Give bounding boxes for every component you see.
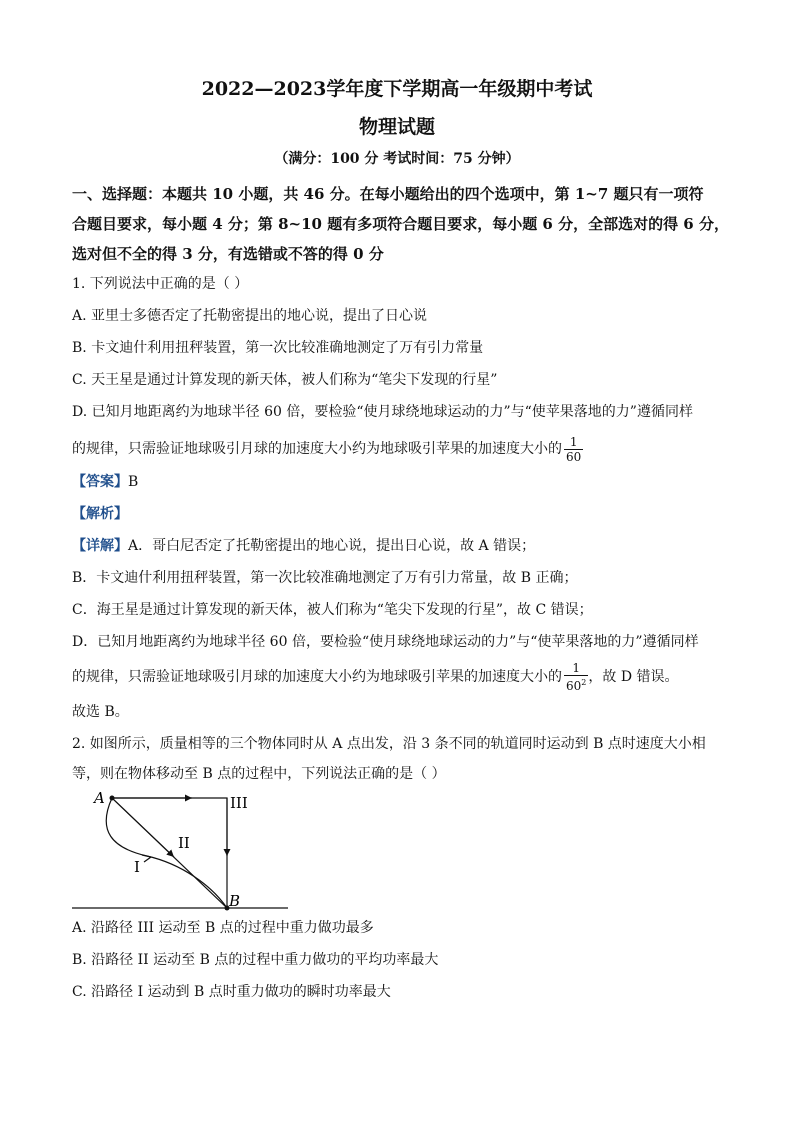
label-b: B bbox=[229, 892, 241, 910]
section-intro-line-2: 合题目要求，每小题 4 分；第 8~10 题有多项符合题目要求，每小题 6 分，全部选对的得 6 分， bbox=[72, 215, 729, 233]
q1-detail-c: C．海王星是通过计算发现的新天体，被人们称为“笔尖下发现的行星”，故 C 错误； bbox=[72, 602, 593, 618]
detail-d-tail: ，故 D 错误。 bbox=[588, 669, 679, 685]
q1-detail-a bbox=[72, 536, 732, 556]
label-a: A bbox=[94, 789, 105, 807]
q2-stem-line-1: 2. 如图所示，质量相等的三个物体同时从 A 点出发，沿 3 条不同的轨道同时运动到 B 点时速度大小相 bbox=[72, 736, 706, 752]
q2-option-c: C. 沿路径 I 运动到 B 点时重力做功的瞬时功率最大 bbox=[72, 984, 391, 1000]
answer-tag: 【答案】 bbox=[72, 474, 128, 490]
path-i bbox=[106, 798, 227, 908]
label-ii: II bbox=[178, 834, 190, 852]
analysis-tag: 【解析】 bbox=[72, 506, 128, 522]
q1-option-d-line-2 bbox=[72, 432, 732, 466]
q1-detail-d-line-2 bbox=[72, 660, 732, 694]
detail-a-text: A．哥白尼否定了托勒密提出的地心说，提出日心说，故 A 错误； bbox=[128, 538, 536, 554]
q1-answer bbox=[72, 472, 732, 492]
point-a-dot bbox=[110, 796, 115, 801]
q1-option-c: C. 天王星是通过计算发现的新天体，被人们称为“笔尖下发现的行星” bbox=[72, 372, 498, 388]
q1-option-b: B. 卡文迪什利用扭秤装置，第一次比较准确地测定了万有引力常量 bbox=[72, 340, 484, 356]
detail-tag: 【详解】 bbox=[72, 538, 128, 554]
q1-detail-d-line-1: D．已知月地距离约为地球半径 60 倍，要检验“使月球绕地球运动的力”与“使苹果落地的力”遵循同样 bbox=[72, 634, 699, 650]
fraction-base: 60 bbox=[566, 679, 582, 693]
fraction-numerator: 1 bbox=[564, 661, 588, 676]
exam-meta: （满分：100 分 考试时间：75 分钟） bbox=[274, 151, 520, 167]
fraction-exponent: 2 bbox=[581, 678, 587, 687]
q1-option-d-line-1: D. 已知月地距离约为地球半径 60 倍，要检验“使月球绕地球运动的力”与“使苹果落地的力”遵循同样 bbox=[72, 404, 693, 420]
q2-option-b: B. 沿路径 II 运动至 B 点的过程中重力做功的平均功率最大 bbox=[72, 952, 439, 968]
q2-path-figure bbox=[72, 786, 302, 916]
q1-stem: 1. 下列说法中正确的是（ ） bbox=[72, 276, 249, 292]
label-i: I bbox=[134, 858, 140, 876]
q2-stem-line-2: 等，则在物体移动至 B 点的过程中，下列说法正确的是（ ） bbox=[72, 766, 446, 782]
section-intro-line-1: 一、选择题：本题共 10 小题，共 46 分。在每小题给出的四个选项中，第 1~7 题只有一项符 bbox=[72, 185, 704, 203]
exam-title: 2022—2023学年度下学期高一年级期中考试 bbox=[201, 78, 593, 100]
q1-option-d-text: 的规律，只需验证地球吸引月球的加速度大小约为地球吸引苹果的加速度大小的 bbox=[72, 441, 562, 457]
fraction-denominator: 60 bbox=[566, 449, 582, 464]
subject-title: 物理试题 bbox=[358, 116, 435, 138]
path-ii-arrow bbox=[112, 798, 174, 857]
fraction-numerator: 1 bbox=[564, 435, 583, 450]
q1-detail-d-fraction bbox=[564, 661, 588, 693]
label-iii: III bbox=[230, 794, 248, 812]
detail-d-text: 的规律，只需验证地球吸引月球的加速度大小约为地球吸引苹果的加速度大小的 bbox=[72, 669, 562, 685]
q1-option-a: A. 亚里士多德否定了托勒密提出的地心说，提出了日心说 bbox=[72, 308, 428, 324]
q1-conclusion: 故选 B。 bbox=[72, 704, 129, 720]
q1-analysis-heading bbox=[72, 504, 732, 524]
answer-value: B bbox=[128, 474, 139, 490]
q2-option-a: A. 沿路径 III 运动至 B 点的过程中重力做功最多 bbox=[72, 920, 374, 936]
section-intro-line-3: 选对但不全的得 3 分，有选错或不答的得 0 分 bbox=[72, 245, 384, 263]
fraction-denominator bbox=[564, 676, 588, 693]
q1-option-d-fraction bbox=[564, 435, 583, 464]
q1-detail-b: B．卡文迪什利用扭秤装置，第一次比较准确地测定了万有引力常量，故 B 正确； bbox=[72, 570, 578, 586]
